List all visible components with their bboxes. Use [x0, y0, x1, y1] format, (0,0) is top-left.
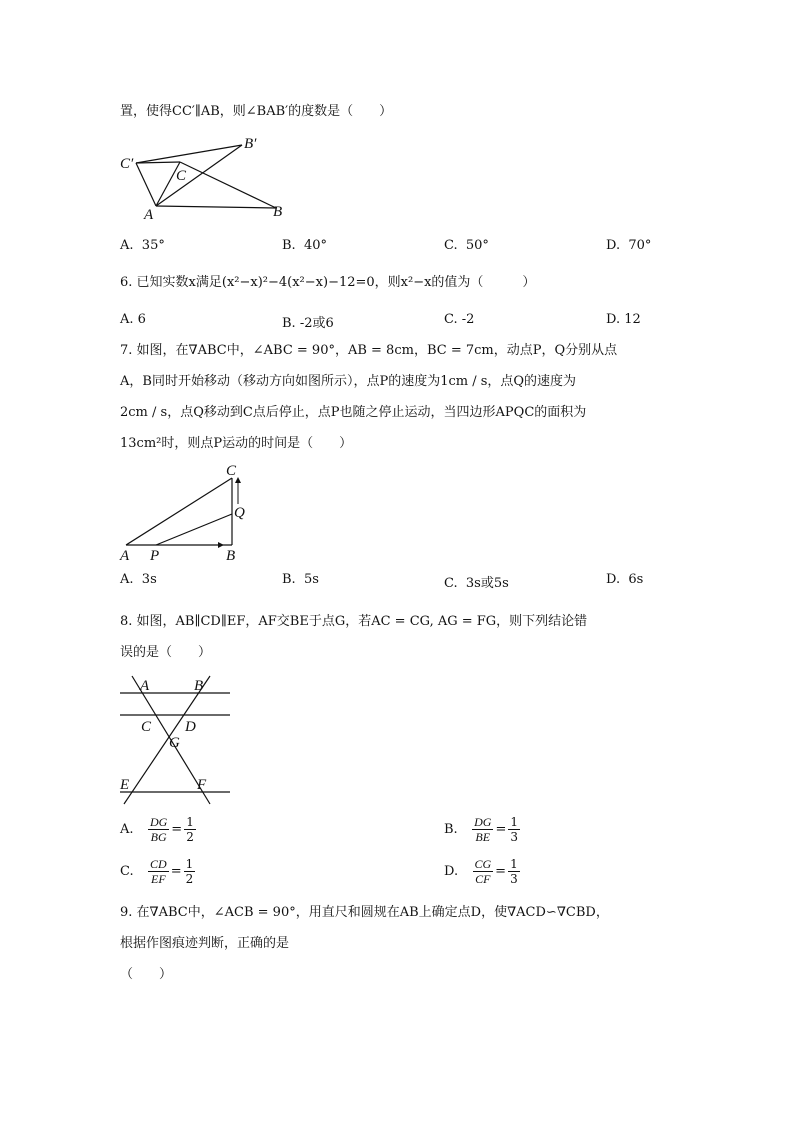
- q6-option-b[interactable]: B. -2或6: [282, 316, 334, 331]
- q5-label-b1: B′: [244, 136, 257, 152]
- q8-figure: [110, 668, 250, 808]
- q5-option-b[interactable]: B. 40°: [282, 238, 327, 253]
- q8-option-b[interactable]: B. $\frac{DG}{BE}$ = $\frac{1}{3}$: [444, 815, 518, 844]
- q6-option-d[interactable]: D. 12: [606, 312, 641, 327]
- q8-line-1: 8. 如图，AB∥CD∥EF，AF交BE于点G，若AC = CG, AG = FG，则下列结论错: [120, 614, 588, 629]
- q8-label-d: D: [185, 719, 196, 735]
- q7-label-p: P: [150, 548, 160, 564]
- q5-label-a: A: [144, 207, 154, 223]
- q8-option-a[interactable]: A. $\frac{DG}{BG}$ = $\frac{1}{2}$: [120, 815, 194, 844]
- q7-label-a: A: [120, 548, 130, 564]
- q8-label-g: G: [169, 735, 180, 751]
- q5-label-c: C: [176, 168, 187, 184]
- q5-stem: 置，使得CC′∥AB，则∠BAB′的度数是（ ）: [120, 104, 393, 119]
- q5-figure: [110, 130, 310, 225]
- q7-option-b[interactable]: B. 5s: [282, 572, 319, 587]
- q9-line-3: （ ）: [120, 967, 173, 982]
- q8-label-c: C: [141, 719, 152, 735]
- q6-stem: 6. 已知实数x满足(x²−x)²−4(x²−x)−12=0，则x²−x的值为（ ）: [120, 275, 536, 290]
- q7-label-c: C: [226, 463, 237, 479]
- q8-line-2: 误的是（ ）: [120, 645, 212, 660]
- q8-label-f: F: [197, 777, 207, 793]
- q8-label-b: B: [194, 678, 204, 694]
- q7-line-2: A，B同时开始移动（移动方向如图所示），点P的速度为1cm / s，点Q的速度为: [120, 374, 577, 389]
- q5-option-d[interactable]: D. 70°: [606, 238, 652, 253]
- q7-line-4: 13cm²时，则点P运动的时间是（ ）: [120, 436, 353, 451]
- q7-label-b: B: [226, 548, 236, 564]
- q7-label-q: Q: [234, 505, 245, 521]
- q7-line-1: 7. 如图，在∇ABC中，∠ABC = 90°，AB = 8cm，BC = 7cm，动点P，Q分别从点: [120, 343, 618, 358]
- q5-label-c1: C′: [120, 156, 134, 172]
- q7-option-a[interactable]: A. 3s: [120, 572, 157, 587]
- q7-line-3: 2cm / s，点Q移动到C点后停止，点P也随之停止运动，当四边形APQC的面积为: [120, 405, 587, 420]
- q9-line-1: 9. 在∇ABC中，∠ACB = 90°，用直尺和圆规在AB上确定点D，使∇ACD∽∇CBD，: [120, 905, 609, 920]
- q8-label-e: E: [120, 777, 130, 793]
- q6-option-a[interactable]: A. 6: [120, 312, 146, 327]
- q5-label-b: B: [273, 204, 283, 220]
- q5-option-a[interactable]: A. 35°: [120, 238, 165, 253]
- q6-option-c[interactable]: C. -2: [444, 312, 475, 327]
- q9-line-2: 根据作图痕迹判断，正确的是: [120, 936, 290, 951]
- q8-option-d[interactable]: D. $\frac{CG}{CF}$ = $\frac{1}{3}$: [444, 857, 518, 886]
- q8-label-a: A: [140, 678, 150, 694]
- q7-figure: [112, 460, 272, 565]
- q8-option-c[interactable]: C. $\frac{CD}{EF}$ = $\frac{1}{2}$: [120, 857, 194, 886]
- q7-option-d[interactable]: D. 6s: [606, 572, 644, 587]
- q5-option-c[interactable]: C. 50°: [444, 238, 489, 253]
- q7-option-c[interactable]: C. 3s或5s: [444, 576, 509, 591]
